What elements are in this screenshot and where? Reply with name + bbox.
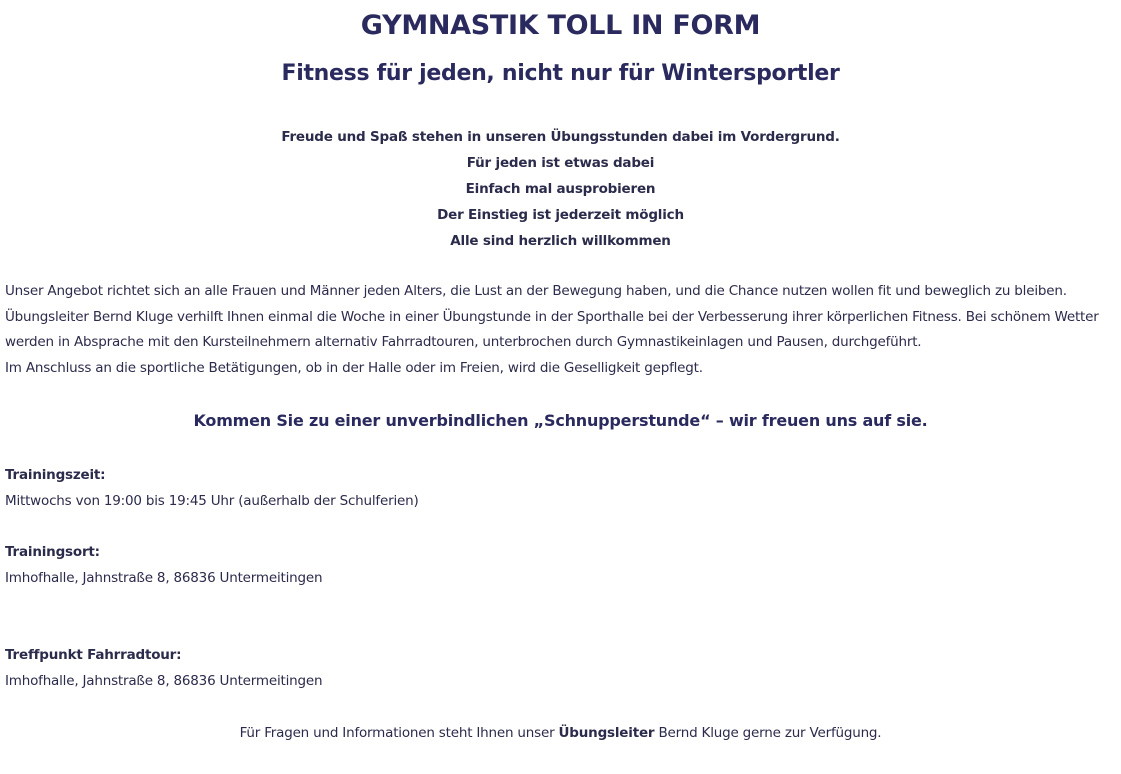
description-paragraph — [5, 279, 1110, 382]
page-title: GYMNASTIK TOLL IN FORM — [360, 10, 761, 41]
bike-meeting-block — [5, 642, 905, 694]
training-place-label: Trainingsort: — [5, 544, 100, 560]
training-time-value: Mittwochs von 19:00 bis 19:45 Uhr (außerhalb der Schulferien) — [5, 493, 419, 509]
description-line: Übungsleiter Bernd Kluge verhilft Ihnen einmal die Woche in einer Übungstunde in der Sporthalle bei der Verbesserung ihrer körperlichen Fitness. Bei schönem Wetter — [5, 308, 1099, 325]
call-to-action: Kommen Sie zu einer unverbindlichen „Schnupperstunde“ – wir freuen uns auf sie. — [193, 411, 928, 430]
intro-list — [0, 124, 1121, 254]
intro-line: Alle sind herzlich willkommen — [450, 233, 671, 249]
bike-meeting-label: Treffpunkt Fahrradtour: — [5, 647, 182, 663]
contact-note-suffix: Bernd Kluge gerne zur Verfügung. — [654, 725, 882, 741]
training-place-value: Imhofhalle, Jahnstraße 8, 86836 Untermeitingen — [5, 570, 323, 586]
training-place-block — [5, 539, 905, 591]
description-line: werden in Absprache mit den Kursteilnehmern alternativ Fahrradtouren, unterbrochen durch Gymnastikeinlagen und Pausen, durchgeführt. — [5, 334, 922, 351]
intro-line: Einfach mal ausprobieren — [465, 181, 656, 197]
intro-line: Der Einstieg ist jederzeit möglich — [437, 207, 684, 223]
description-line: Im Anschluss an die sportliche Betätigungen, ob in der Halle oder im Freien, wird die Geselligkeit gepflegt. — [5, 360, 703, 377]
page-subtitle: Fitness für jeden, nicht nur für Wintersportler — [281, 61, 840, 86]
contact-note-role: Übungsleiter — [558, 725, 655, 741]
intro-line: Für jeden ist etwas dabei — [466, 155, 655, 171]
training-time-label: Trainingszeit: — [5, 467, 106, 483]
contact-note-prefix: Für Fragen und Informationen steht Ihnen unser — [239, 725, 559, 741]
description-line: Unser Angebot richtet sich an alle Frauen und Männer jeden Alters, die Lust an der Bewegung haben, und die Chance nutzen wollen fit und beweglich zu bleiben. — [5, 283, 1067, 299]
intro-line: Freude und Spaß stehen in unseren Übungsstunden dabei im Vordergrund. — [281, 129, 840, 145]
bike-meeting-value: Imhofhalle, Jahnstraße 8, 86836 Untermeitingen — [5, 673, 323, 689]
training-time-block — [5, 462, 905, 514]
contact-note — [0, 720, 1121, 746]
